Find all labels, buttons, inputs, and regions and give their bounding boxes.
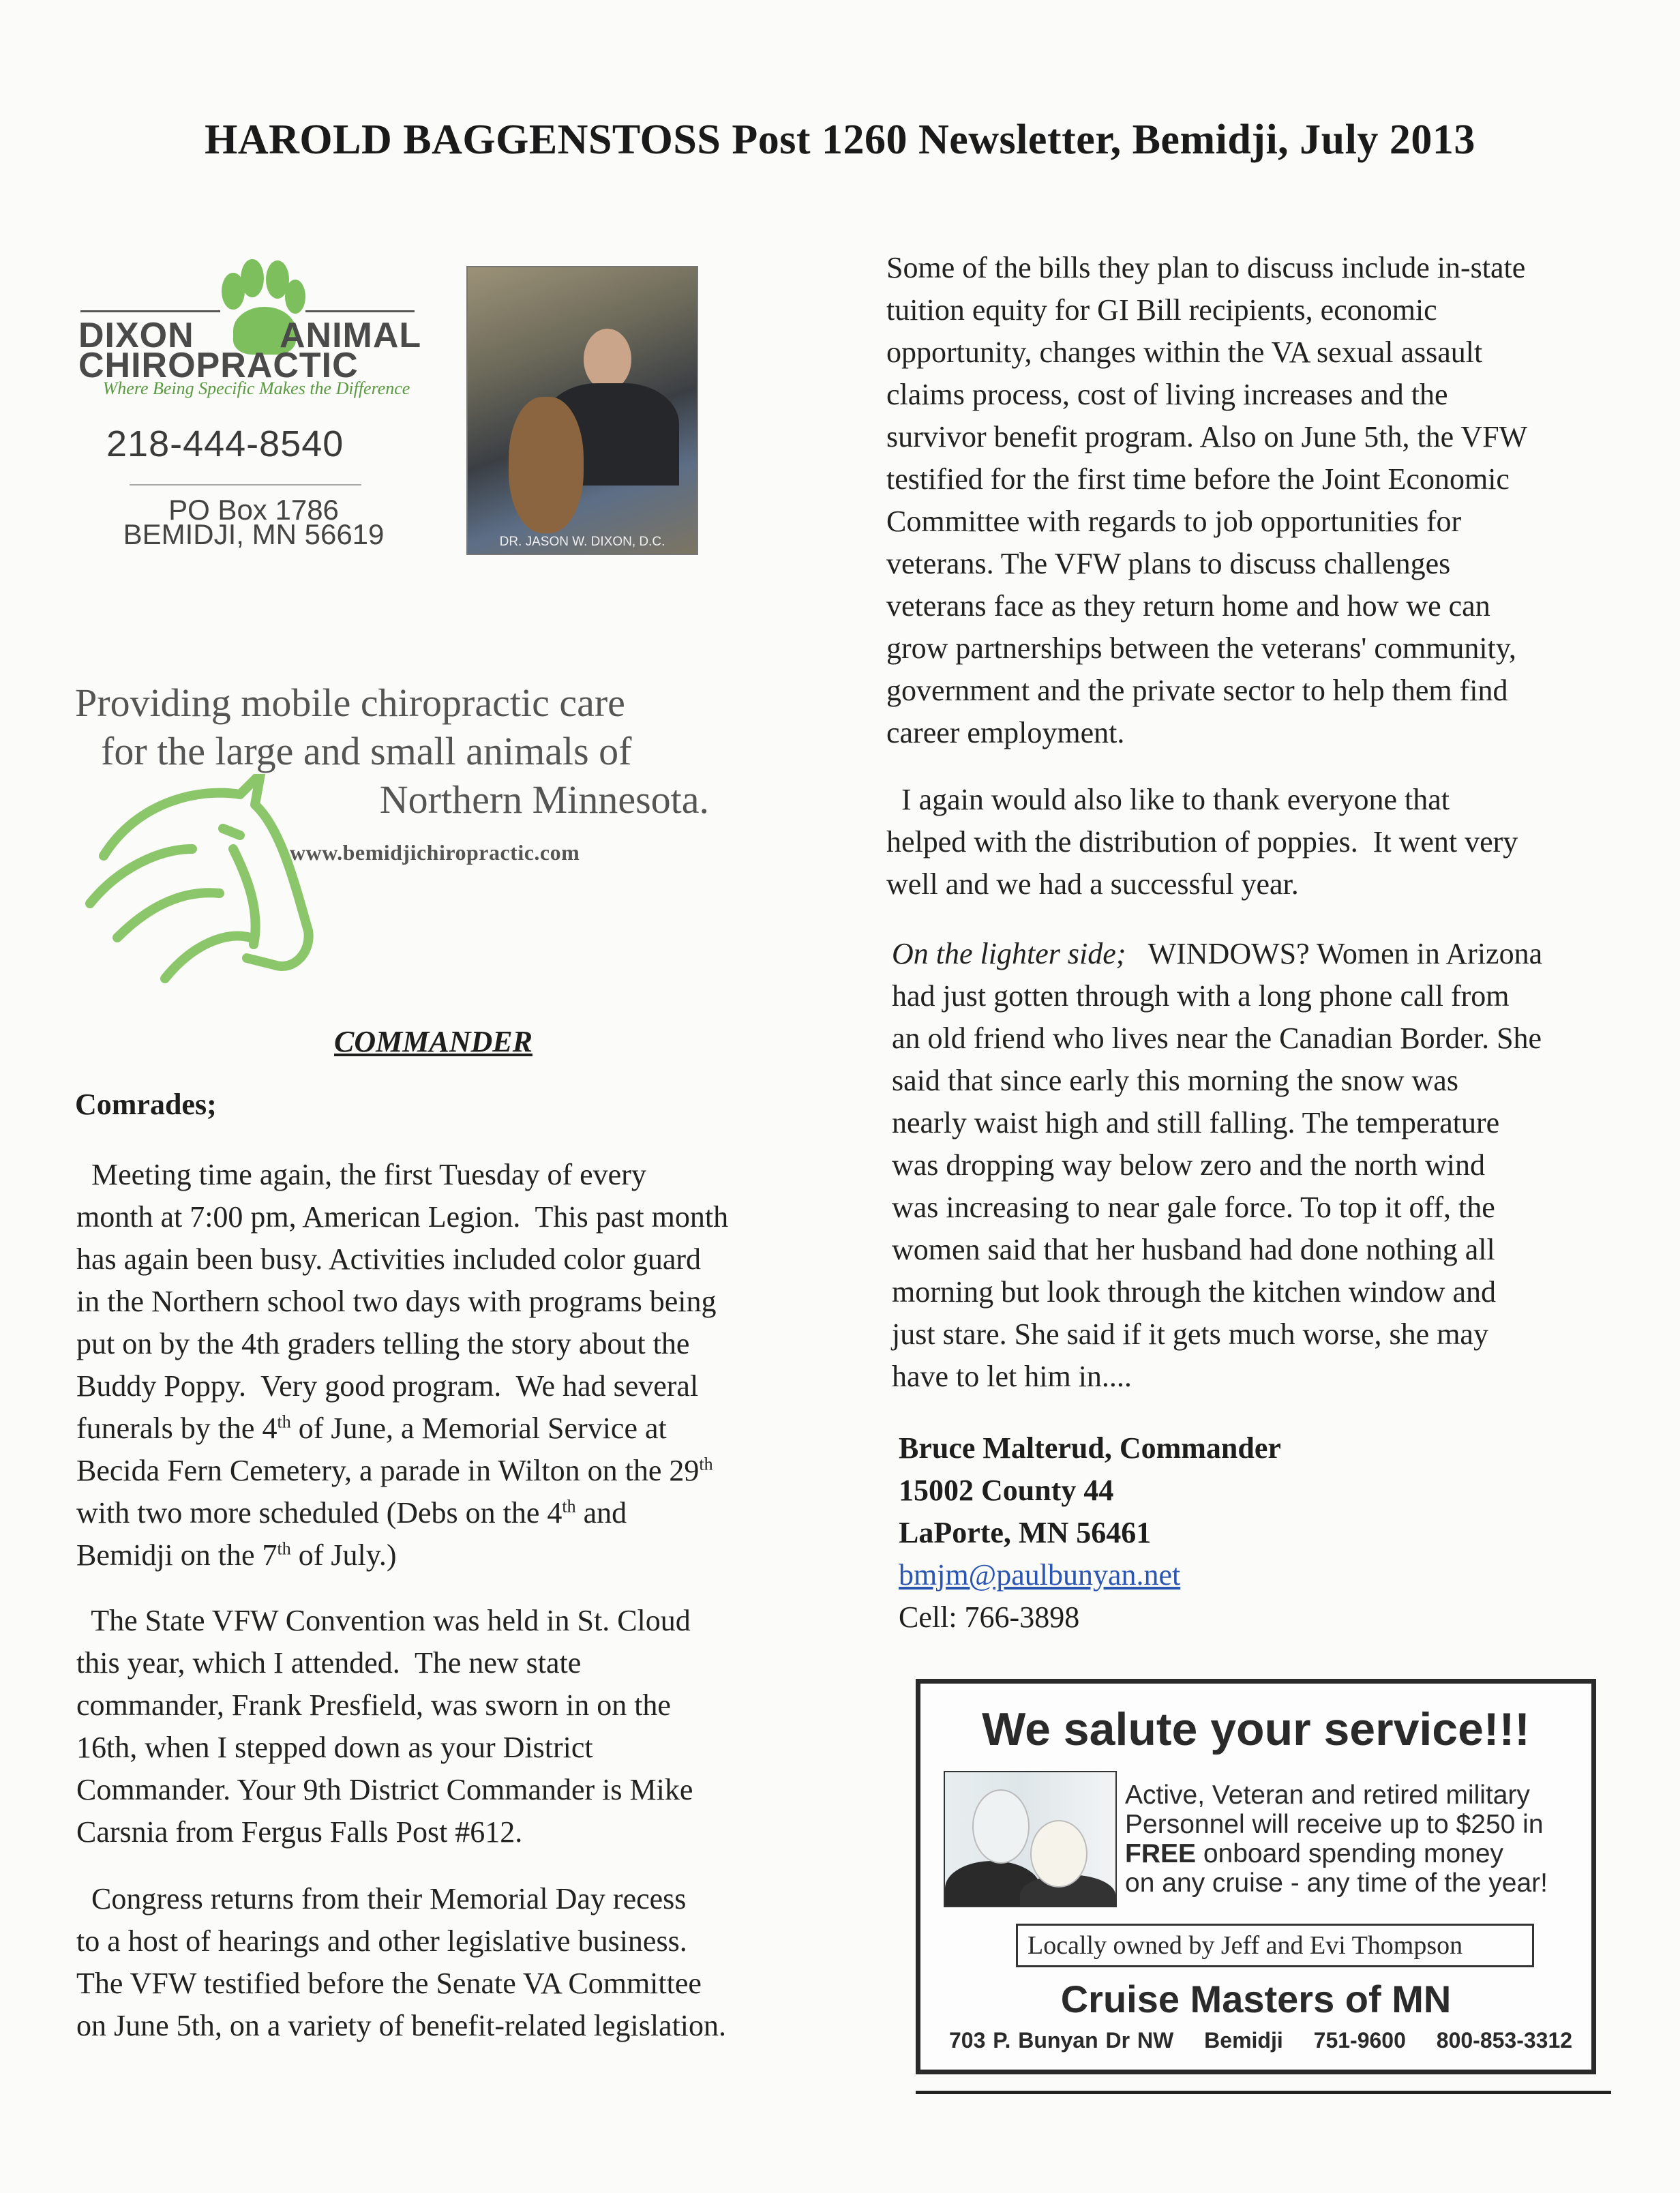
text-line: well and we had a successful year. bbox=[886, 867, 1299, 901]
text-line: with two more scheduled (Debs on the 4th and bbox=[76, 1496, 627, 1530]
divider bbox=[916, 2091, 1611, 2094]
chiropractic-address: PO Box 1786 BEMIDJI, MN 56619 bbox=[123, 494, 385, 550]
text-line: veterans face as they return home and how we can bbox=[886, 589, 1490, 623]
divider bbox=[130, 484, 361, 486]
text-line: Buddy Poppy. Very good program. We had several bbox=[76, 1369, 699, 1403]
text-line: funerals by the 4th of June, a Memorial Service at bbox=[76, 1412, 667, 1445]
text-line: claims process, cost of living increases and the bbox=[886, 378, 1448, 411]
paragraph-bills bbox=[886, 247, 1527, 754]
cruise-masters-ad bbox=[916, 1679, 1596, 2074]
paragraph-lighter-side bbox=[892, 933, 1542, 1398]
text-line: nearly waist high and still falling. The temperature bbox=[892, 1106, 1500, 1139]
slogan-line: Providing mobile chiropractic care bbox=[75, 681, 625, 725]
text-line: Some of the bills they plan to discuss include in-state bbox=[886, 251, 1526, 284]
text-line: commander, Frank Presfield, was sworn in on the bbox=[76, 1688, 671, 1722]
signature-name: Bruce Malterud, Commander bbox=[899, 1431, 1281, 1465]
text-line: women said that her husband had done nothing all bbox=[892, 1233, 1495, 1266]
text-line: On the lighter side; WINDOWS? Women in Arizona bbox=[892, 937, 1543, 970]
email-link[interactable]: bmjm@paulbunyan.net bbox=[899, 1558, 1181, 1592]
signature-cell: Cell: 766-3898 bbox=[899, 1600, 1080, 1634]
dixon-chiropractic-logo: DIXON ANIMAL CHIROPRACTIC Where Being Specific Makes the Difference 218-444-8540 PO Box 1786 BEMIDJI, MN 56619 bbox=[75, 259, 436, 559]
slogan-line: Northern Minnesota. bbox=[379, 777, 709, 822]
text-line: an old friend who lives near the Canadian Border. She bbox=[892, 1021, 1542, 1055]
text-line: The VFW testified before the Senate VA Committee bbox=[76, 1967, 702, 2000]
text-line: opportunity, changes within the VA sexual assault bbox=[886, 335, 1483, 369]
tagline: Where Being Specific Makes the Difference bbox=[102, 378, 410, 398]
ad-offer-text: Active, Veteran and retired military Personnel will receive up to $250 in FREE onboard spending money on any cruise - any time of the year! bbox=[1125, 1780, 1548, 1898]
text-line: in the Northern school two days with programs being bbox=[76, 1285, 717, 1318]
paragraph-convention bbox=[76, 1600, 693, 1853]
text-line: tuition equity for GI Bill recipients, economic bbox=[886, 293, 1437, 327]
ad-ownership-box: Locally owned by Jeff and Evi Thompson bbox=[1016, 1924, 1534, 1967]
text-line: Commander. Your 9th District Commander is Mike bbox=[76, 1773, 693, 1806]
text-line: Bemidji on the 7th of July.) bbox=[76, 1538, 397, 1572]
text-line: veterans. The VFW plans to discuss challenges bbox=[886, 547, 1451, 580]
doctor-with-dog-photo bbox=[466, 266, 698, 555]
text-line: 16th, when I stepped down as your District bbox=[76, 1731, 593, 1764]
text-line: survivor benefit program. Also on June 5th, the VFW bbox=[886, 420, 1528, 453]
chiropractic-website-link[interactable]: www.bemidjichiropractic.com bbox=[290, 840, 580, 865]
text-line: Congress returns from their Memorial Day recess bbox=[76, 1882, 687, 1915]
text-line: helped with the distribution of poppies. It went very bbox=[886, 825, 1518, 859]
text-line: grow partnerships between the veterans' community, bbox=[886, 631, 1516, 665]
text-line: said that since early this morning the snow was bbox=[892, 1064, 1458, 1097]
text-line: to a host of hearings and other legislative business. bbox=[76, 1924, 687, 1958]
signature-city: LaPorte, MN 56461 bbox=[899, 1516, 1152, 1549]
photo-caption: DR. JASON W. DIXON, D.C. bbox=[499, 535, 665, 549]
paragraph-meeting bbox=[76, 1154, 728, 1577]
newsletter-title: HAROLD BAGGENSTOSS Post 1260 Newsletter, Bemidji, July 2013 bbox=[205, 117, 1475, 163]
text-line: government and the private sector to help them find bbox=[886, 674, 1508, 707]
text-line: had just gotten through with a long phone call from bbox=[892, 979, 1510, 1013]
text-line: month at 7:00 pm, American Legion. This past month bbox=[76, 1200, 729, 1234]
text-line: on June 5th, on a variety of benefit-related legislation. bbox=[76, 2009, 727, 2042]
slogan-line: for the large and small animals of bbox=[101, 729, 632, 773]
text-line: Carsnia from Fergus Falls Post #612. bbox=[76, 1815, 523, 1849]
ad-contact-line: 703 P. Bunyan Dr NW Bemidji 751-9600 800-853-3312 bbox=[949, 2028, 1573, 2053]
owners-photo bbox=[944, 1771, 1117, 1907]
text-line: was dropping way below zero and the north wind bbox=[892, 1148, 1486, 1182]
text-line: morning but look through the kitchen window and bbox=[892, 1275, 1496, 1309]
text-line: career employment. bbox=[886, 716, 1125, 749]
text-line: I again would also like to thank everyone that bbox=[886, 783, 1450, 816]
section-heading-commander: COMMANDER bbox=[334, 1025, 532, 1058]
paragraph-congress bbox=[76, 1878, 726, 2047]
horse-head-illustration bbox=[76, 774, 322, 999]
text-line: was increasing to near gale force. To top it off, the bbox=[892, 1191, 1495, 1224]
chiropractic-phone: 218-444-8540 bbox=[106, 423, 344, 464]
text-line: this year, which I attended. The new state bbox=[76, 1646, 582, 1680]
text-line: have to let him in.... bbox=[892, 1360, 1132, 1393]
text-line: testified for the first time before the Joint Economic bbox=[886, 462, 1510, 496]
text-line: Meeting time again, the first Tuesday of every bbox=[76, 1158, 646, 1191]
commander-signature bbox=[899, 1427, 1281, 1639]
text-line: The State VFW Convention was held in St. Cloud bbox=[76, 1604, 691, 1637]
text-line: put on by the 4th graders telling the story about the bbox=[76, 1327, 690, 1360]
text-line: just stare. She said if it gets much worse, she may bbox=[892, 1317, 1488, 1351]
paragraph-poppies bbox=[886, 779, 1518, 906]
signature-street: 15002 County 44 bbox=[899, 1474, 1114, 1507]
text-line: Becida Fern Cemetery, a parade in Wilton on the 29th bbox=[76, 1454, 713, 1487]
salutation: Comrades; bbox=[75, 1088, 217, 1121]
ad-headline: We salute your service!!! bbox=[982, 1703, 1530, 1755]
ad-business-name: Cruise Masters of MN bbox=[1060, 1978, 1452, 2020]
text-line: Committee with regards to job opportunities for bbox=[886, 505, 1462, 538]
text-line: has again been busy. Activities included color guard bbox=[76, 1242, 702, 1276]
